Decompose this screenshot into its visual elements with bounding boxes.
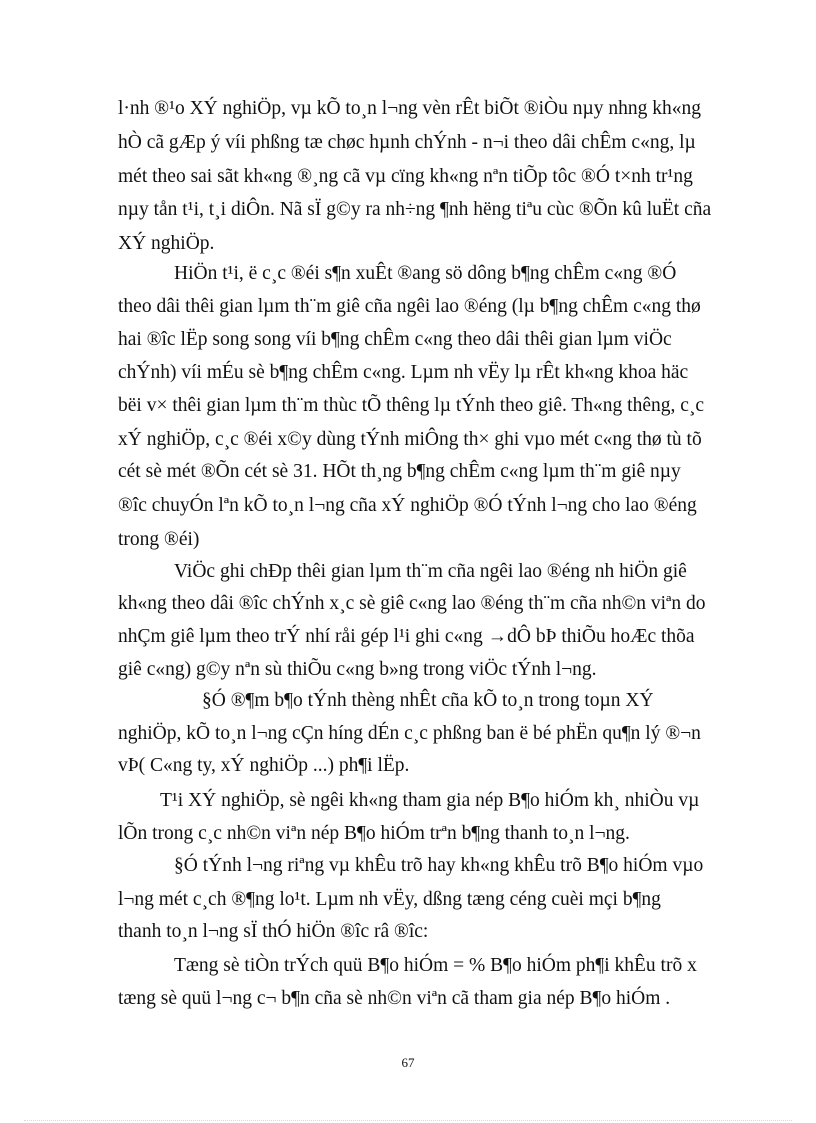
- text-line: tæng sè quü l¬ng c¬ b¶n cña sè nh©n viªn cã tham gia nép B¶o hiÓm .: [118, 988, 671, 1009]
- text-line: cét sè mét ®Õn cét sè 31. HÕt th¸ng b¶ng chÊm c«ng lµm th¨m giê nµy: [118, 461, 681, 482]
- page-number: 67: [401, 1055, 415, 1070]
- text-line: lÕn trong c¸c nh©n viªn nép B¶o hiÓm trªn b¶ng thanh to¸n l¬ng.: [118, 823, 630, 844]
- text-line: nghiÖp, kÕ to¸n l¬ng cÇn híng dÉn c¸c phßng ban ë bé phËn qu¶n lý ®¬n: [118, 723, 701, 744]
- text-line: vÞ( C«ng ty, xÝ nghiÖp ...) ph¶i lËp.: [118, 755, 410, 776]
- text-line: kh«ng theo dâi ®îc chÝnh x¸c sè giê c«ng lao ®éng th¨m cña nh©n viªn do: [118, 593, 706, 614]
- text-line: trong ®éi): [118, 529, 200, 550]
- text-line: hai ®îc lËp song song víi b¶ng chÊm c«ng theo dâi thêi gian lµm viÖc: [118, 329, 672, 350]
- text-line: xÝ nghiÖp, c¸c ®éi x©y dùng tÝnh miÔng th× ghi vµo mét c«ng thø tù tõ: [118, 429, 702, 450]
- text-line: bëi v× thêi gian lµm th¨m thùc tÕ thêng lµ tÝnh theo giê. Th«ng thêng, c¸c: [118, 395, 705, 416]
- text-line: Tæng sè tiÒn trÝch quü B¶o hiÓm = % B¶o hiÓm ph¶i khÊu trõ x: [174, 955, 697, 976]
- text-line: hÒ cã gÆp ý víi phßng tæ chøc hµnh chÝnh - n¬i theo dâi chÊm c«ng, lµ: [118, 132, 696, 153]
- text-line: XÝ nghiÖp.: [118, 233, 215, 254]
- text-line: nhÇm giê lµm theo trÝ nhí råi gép l¹i ghi c«ng →dÔ bÞ thiÕu hoÆc thõa: [118, 626, 695, 647]
- text-line: l·nh ®¹o XÝ nghiÖp, vµ kÕ to¸n l¬ng vèn rÊt biÕt ®iÒu nµy nhng kh«ng: [118, 98, 701, 119]
- text-line: HiÖn t¹i, ë c¸c ®éi s¶n xuÊt ®ang sö dông b¶ng chÊm c«ng ®Ó: [174, 263, 677, 284]
- text-line: theo dâi thêi gian lµm th¨m giê cña ngêi lao ®éng (lµ b¶ng chÊm c«ng thø: [118, 296, 701, 317]
- text-line: §Ó ®¶m b¶o tÝnh thèng nhÊt cña kÕ to¸n trong toµn XÝ: [202, 690, 654, 711]
- text-line: l¬ng mét c¸ch ®¶ng lo¹t. Lµm nh vËy, dßng tæng céng cuèi mçi b¶ng: [118, 889, 661, 910]
- text-line: §Ó tÝnh l¬ng riªng vµ khÊu trõ hay kh«ng khÊu trõ B¶o hiÓm vµo: [174, 855, 704, 876]
- text-line: T¹i XÝ nghiÖp, sè ngêi kh«ng tham gia nép B¶o hiÓm kh¸ nhiÒu vµ: [160, 790, 700, 811]
- text-line: ViÖc ghi chÐp thêi gian lµm th¨m cña ngêi lao ®éng nh hiÖn giê: [174, 561, 687, 582]
- text-line: ®îc chuyÓn lªn kÕ to¸n l¬ng cña xÝ nghiÖp ®Ó tÝnh l¬ng cho lao ®éng: [118, 495, 697, 516]
- page-bottom-rule: [24, 1120, 792, 1121]
- text-line: mét theo sai sãt kh«ng ®¸ng cã vµ cïng kh«ng nªn tiÕp tôc ®Ó t×nh tr¹ng: [118, 166, 693, 187]
- text-line: nµy tån t¹i, t¸i diÔn. Nã sÏ g©y ra nh÷ng ¶nh hëng tiªu cùc ®Õn kû luËt cña: [118, 199, 712, 220]
- text-line: chÝnh) víi mÉu sè b¶ng chÊm c«ng. Lµm nh vËy lµ rÊt kh«ng khoa häc: [118, 362, 689, 383]
- text-line: thanh to¸n l¬ng sÏ thÓ hiÖn ®îc râ ®îc:: [118, 921, 429, 942]
- text-line: giê c«ng) g©y nªn sù thiÕu c«ng b»ng trong viÖc tÝnh l¬ng.: [118, 659, 597, 680]
